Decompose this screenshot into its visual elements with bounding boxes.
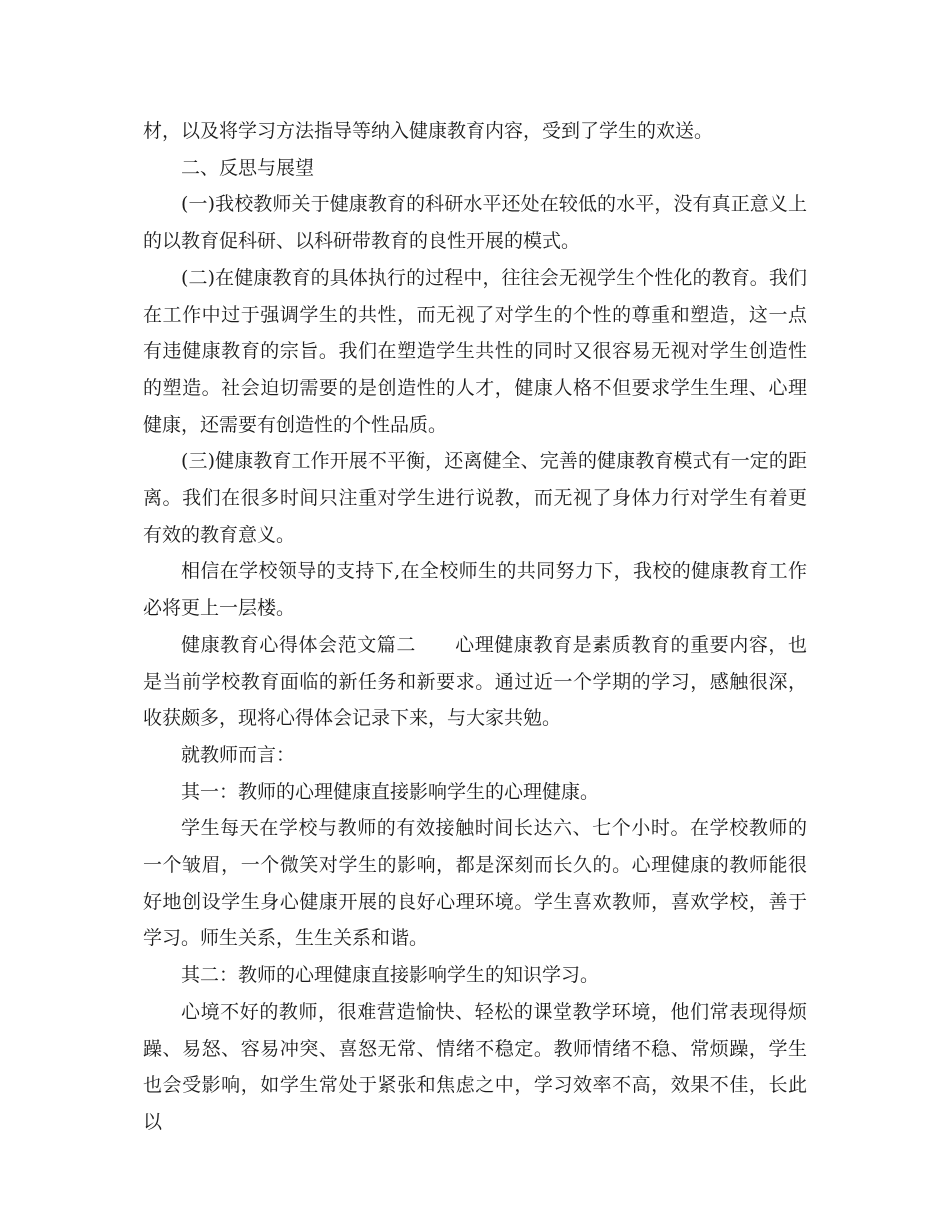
paragraph-5: (三)健康教育工作开展不平衡，还离健全、完善的健康教育模式有一定的距离。我们在很多时间只注重对学生进行说教，而无视了身体力行对学生有着更有效的教育意义。 (143, 450, 807, 546)
section-heading-reflection: 二、反思与展望 (181, 156, 315, 179)
paragraph-1: 材，以及将学习方法指导等纳入健康教育内容，受到了学生的欢送。 (143, 120, 714, 142)
paragraph-11: 其二：教师的心理健康直接影响学生的知识学习。 (181, 964, 600, 987)
paragraph-12: 心境不好的教师，很难营造愉快、轻松的课堂教学环境，他们常表现得烦躁、易怒、容易冲突、喜怒无常、情绪不稳定。教师情绪不稳、常烦躁，学生也会受影响，如学生常处于紧张和焦虑之中，学习效率不高，效果不佳，长此以 (143, 1000, 807, 1133)
paragraph-9: 其一：教师的心理健康直接影响学生的心理健康。 (181, 780, 600, 803)
paragraph-8: 就教师而言： (181, 743, 296, 766)
paragraph-7: 健康教育心得体会范文篇二 心理健康教育是素质教育的重要内容，也是当前学校教育面临的新任务和新要求。通过近一个学期的学习，感触很深，收获颇多，现将心得体会记录下来，与大家共勉。 (143, 633, 807, 730)
document-body (143, 113, 807, 1141)
paragraph-3: (一)我校教师关于健康教育的科研水平还处在较低的水平，没有真正意义上的以教育促科研、以科研带教育的良性开展的模式。 (143, 193, 807, 253)
paragraph-6: 相信在学校领导的支持下,在全校师生的共同努力下，我校的健康教育工作必将更上一层楼。 (143, 560, 807, 620)
paragraph-10: 学生每天在学校与教师的有效接触时间长达六、七个小时。在学校教师的一个皱眉，一个微笑对学生的影响，都是深刻而长久的。心理健康的教师能很好地创设学生身心健康开展的良好心理环境。学生喜欢教师，喜欢学校，善于学习。师生关系，生生关系和谐。 (143, 817, 807, 950)
paragraph-4: (二)在健康教育的具体执行的过程中，往往会无视学生个性化的教育。我们在工作中过于强调学生的共性，而无视了对学生的个性的尊重和塑造，这一点有违健康教育的宗旨。我们在塑造学生共性的同时又很容易无视对学生创造性的塑造。社会迫切需要的是创造性的人才，健康人格不但要求学生生理、心理健康，还需要有创造性的个性品质。 (143, 266, 807, 436)
